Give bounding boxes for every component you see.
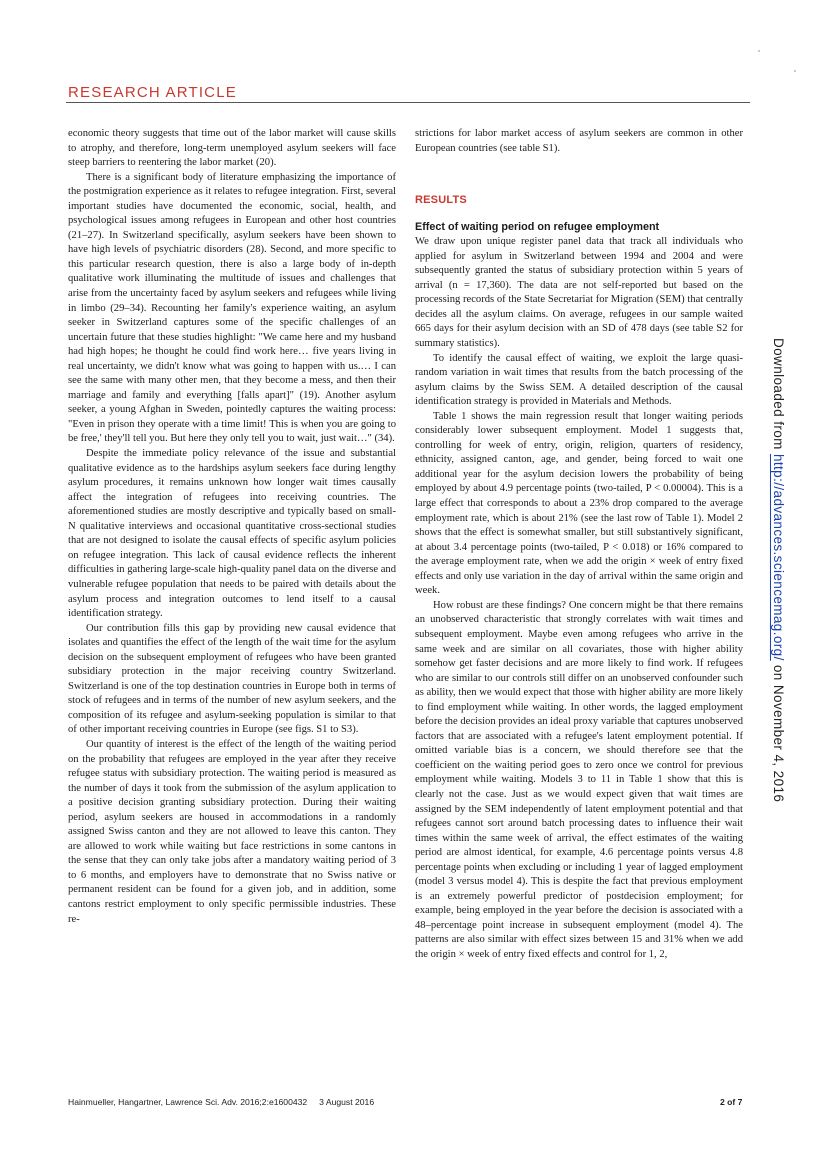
subheading: Effect of waiting period on refugee employment <box>415 220 660 233</box>
paragraph: Table 1 shows the main regression result that longer waiting periods considerably lower subsequent employment. Model 1 suggests that, controlling for week of entry, origin, religion, quarters of residency, ethnicity, assigned canton, age, and gender, being forced to wait one additional year for the asylum decision lowers the probability of being employed by about 4.9 percentage points (two-tailed, P < 0.00004). This is a large effect that corresponds to about a 23% drop compared to the average employment rate, which is about 21% (see the last row of Table 1). Model 2 shows that the effect is somewhat smaller, but still substantively significant, at about 3.4 percentage points (two-tailed, P < 0.018) or 16% compared to the average employment rate, when we add the origin × week of entry fixed effects and only use variation in the day of arrival within the same origin and week. <box>415 410 743 597</box>
citation-text: Hainmueller, Hangartner, Lawrence Sci. Adv. 2016;2:e1600432 <box>68 1097 308 1107</box>
page-number: 2 of 7 <box>720 1097 743 1107</box>
paragraph: There is a significant body of literature emphasizing the importance of the postmigration experience as it relates to refugee integration. First, several important studies have documented the economic, social, health, and psychological issues among refugees in European and other host countries (21–27). In Switzerland specifically, asylum seekers have been shown to have high levels of psychiatric disorders (28). Second, and more specific to this particular research question, there is also a large body of in-depth qualitative work illuminating the multitude of issues and challenges that arise from the uncertainty faced by asylum seekers and refugees while living in limbo (29–34). Recounting her family's experience waiting, an asylum seeker in Switzerland captures some of the specific challenges of an uncertain future that these studies highlight: "We came here and my husband had high hopes; he thought he could find work here… five years living in real uncertainty, we didn't know what was going to happen with us.… I can see the same with many other men, that they become a mess, and then their marriage and family and everything [falls apart]" (19). Another asylum seeker, a young Afghan in Sweden, pointedly captures the waiting process: "Even in prison they operate with a time limit! This is when you are going to be free,' they'll tell you. But here they only tell you to wait, just wait…" (34). <box>68 171 396 445</box>
sidebar-link[interactable]: http://advances.sciencemag.org/ <box>771 453 786 661</box>
scan-speck <box>794 70 796 72</box>
paragraph: Our quantity of interest is the effect of the length of the waiting period on the probability that refugees are employed in the year after they receive refugee status with subsidiary protection. The waiting period is measured as the number of days it took from the submission of the asylum application to a positive decision granting subsidiary protection. During their waiting period, asylum seekers are housed in accommodations in a randomly assigned Swiss canton and they are not allowed to leave this canton. They are allowed to work while waiting but face restrictions in some cantons in the sense that they can only take jobs after a mandatory waiting period of 3 to 6 months, and employers have to demonstrate that no Swiss native or permanent resident can be found for a given job, and in addition, some cantons restrict employment to only specific permissible industries. These re- <box>68 738 396 925</box>
sidebar-prefix: Downloaded from <box>771 338 786 454</box>
paragraph: To identify the causal effect of waiting, we exploit the large quasi-random variation in wait times that results from the batch processing of the asylum claims by the Swiss SEM. A detailed description of the causal identification strategy is provided in Materials and Methods. <box>415 352 743 408</box>
left-column <box>68 127 396 927</box>
paragraph: Despite the immediate policy relevance of the issue and substantial qualitative evidence as to the hardships asylum seekers face during lengthy asylum procedures, it remains unknown how longer wait times causally affect the integration of refugees into receiving countries. The aforementioned studies are mostly descriptive and typically based on small-N qualitative interviews and occasional quantitative cross-sectional studies that are not designed to isolate the causal effects of specific asylum policies on refugee integration. This lack of causal evidence reflects the inherent difficulties in gathering large-scale high-quality panel data on the diverse and vulnerable refugee population that needs to be paired with details about the asylum process and integration outcomes to lend itself to a causal identification strategy. <box>68 448 396 620</box>
sidebar-suffix: on November 4, 2016 <box>771 660 786 803</box>
paragraph: How robust are these findings? One concern might be that there remains an unobserved characteristic that strongly correlates with wait times and subsequent employment. Maybe even among refugees who arrive in the same week and are similar on all covariates, those with higher ability somehow get faster decisions and are more likely to find work. If refugees who are similar to our controls still differ on an unobserved confounder such as ability, then we would expect that those with higher ability are more likely to find employment while waiting. In other words, the lagged employment before the decision provides an ideal proxy variable that captures unobserved factors that are associated with a refugee's latent employment potential. If omitted variable bias is a concern, we should therefore see that the coefficient on the waiting period goes to zero once we control for previous employment while waiting. Models 3 to 11 in Table 1 show that this is clearly not the case. Just as we would expect given that wait times are assigned by the SEM independently of latent employment potential and that refugees cannot sort around batch processing dates to influence their wait times within the same week of arrival, the effect estimates of the waiting period are almost identical, for example, 4.6 percentage points versus 4.8 percentage points when excluding or including 1 year of lagged employment (model 3 versus model 4). This is despite the fact that previous employment is an extremely powerful predictor of postdecision employment; for example, being employed in the year before the decision is associated with a 48–percentage point increase in subsequent employment (model 4). The patterns are also similar with effect sizes between 15 and 31% when we add the origin × week of entry fixed effects and control for 1, 2, <box>415 599 743 960</box>
paragraph: strictions for labor market access of asylum seekers are common in other European countries (see table S1). <box>415 128 743 154</box>
right-column <box>415 127 743 963</box>
header-rule <box>66 102 750 103</box>
paragraph: We draw upon unique register panel data that track all individuals who applied for asylum in Switzerland between 1994 and 2004 and were subsequently granted the status of subsidiary protection within 5 years of arrival (n = 17,360). The data are not self-reported but based on the processing records of the State Secretariat for Migration (SEM) that centrally decides all the asylum claims. On average, refugees in our sample waited 665 days for their asylum decision with an SD of 478 days (see table S2 for summary statistics). <box>415 236 743 350</box>
publication-date: 3 August 2016 <box>319 1097 375 1107</box>
results-heading: RESULTS <box>415 194 467 207</box>
section-tag: RESEARCH ARTICLE <box>68 84 237 101</box>
footer-citation <box>68 1097 374 1107</box>
paragraph: Our contribution fills this gap by providing new causal evidence that isolates and quantifies the effect of the length of the wait time for the asylum decision on the subsequent employment of refugees who have been granted subsidiary protection in the major receiving country Switzerland. Switzerland is one of the top destination countries in Europe both in terms of stock of refugees and in terms of the number of new asylum seekers, and the composition of its refugee and asylum-seeking population is similar to that of other important receiving countries in Europe (see figs. S1 to S3). <box>68 622 396 736</box>
paragraph: economic theory suggests that time out of the labor market will cause skills to atrophy, and therefore, long-term unemployed asylum seekers will face steep barriers to reentering the labor market (20). <box>68 128 396 169</box>
scan-speck <box>758 50 760 52</box>
download-sidebar <box>771 338 786 802</box>
